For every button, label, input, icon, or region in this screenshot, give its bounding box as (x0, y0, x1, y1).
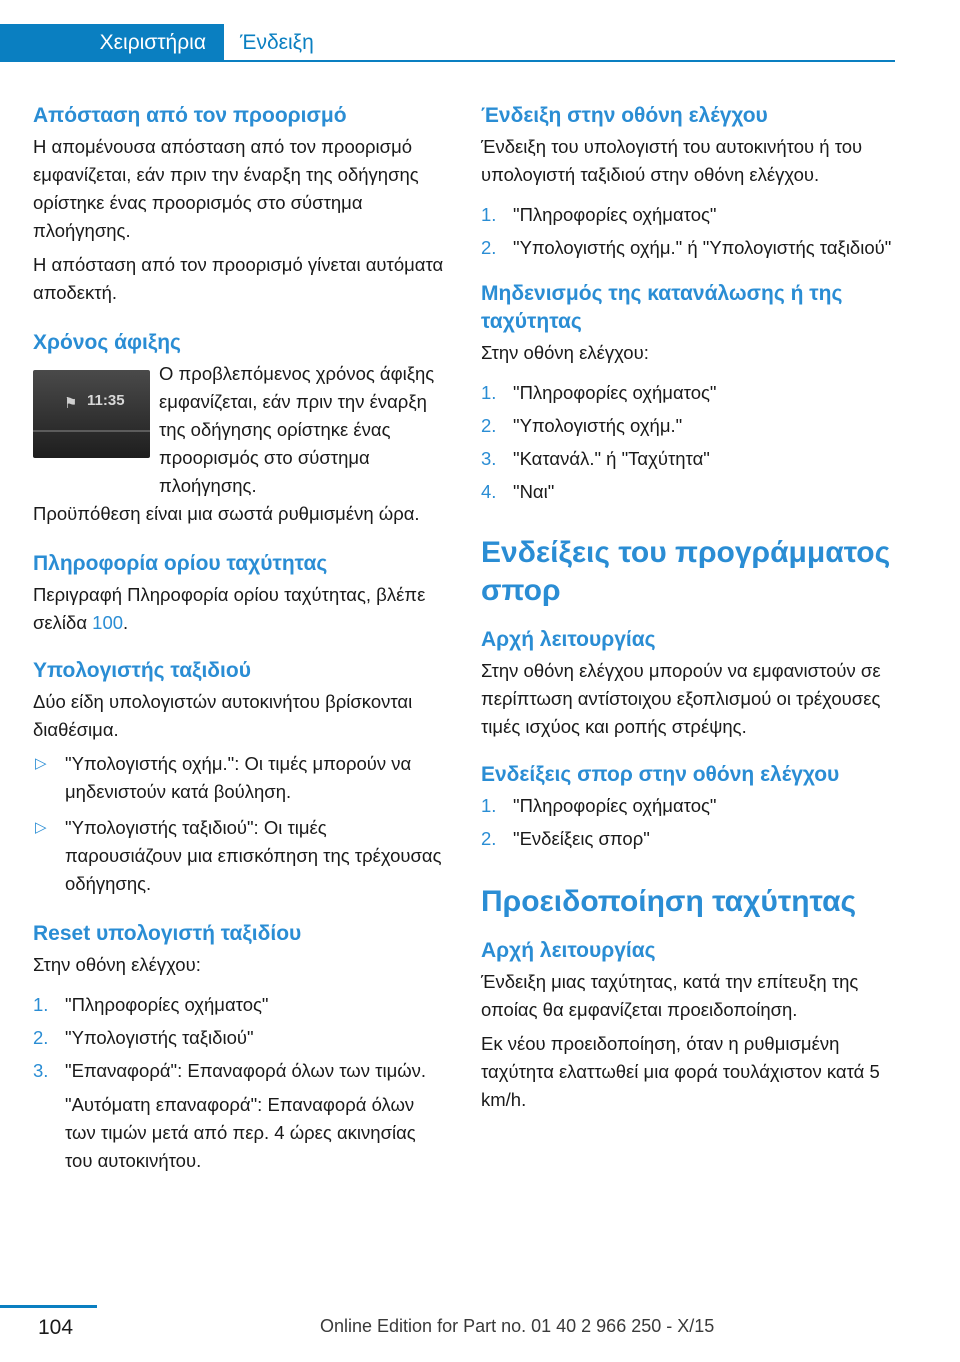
arrival-paragraph-2: Προϋπόθεση είναι μια σωστά ρυθμισμένη ώρα. (33, 503, 420, 524)
sport-principle-paragraph: Στην οθόνη ελέγχου μπορούν να εμφανιστούν σε περίπτωση αντίστοιχου εξοπλισμού οι τρέχουσες τιμές ισχύος και ροπής στρέψης. (481, 660, 881, 737)
triangle-bullet-icon: ▷ (35, 755, 47, 772)
step-text: "Πληροφορίες οχήματος" (513, 204, 717, 225)
list-item (481, 825, 896, 853)
distance-paragraph-1: Η απομένουσα απόσταση από τον προορισμό εμφανίζεται, εάν πριν την έναρξη της οδήγησης ορίστηκε ένας προορισμός στο σύστημα πλοήγησης. (33, 136, 419, 241)
step-number: 1. (33, 994, 49, 1015)
step-text: "Πληροφορίες οχήματος" (513, 382, 717, 403)
warning-paragraph-1: Ένδειξη μιας ταχύτητας, κατά την επίτευξη της οποίας θα εμφανίζεται προειδοποίηση. (481, 971, 859, 1020)
list-item (33, 1024, 448, 1052)
step-extra: "Αυτόματη επαναφορά": Επαναφορά όλων των τιμών μετά από περ. 4 ώρες ακινησίας του αυτοκινήτου. (65, 1094, 416, 1171)
warning-paragraph-2: Εκ νέου προειδοποίηση, όταν η ρυθμισμένη ταχύτητα ελαττωθεί μια φορά τουλάχιστον κατά 5 km/h. (481, 1033, 880, 1110)
step-number: 1. (481, 795, 497, 816)
trip-computer-list (33, 750, 448, 898)
list-item-text: "Υπολογιστής οχήμ.": Οι τιμές μπορούν να μηδενιστούν κατά βούληση. (65, 753, 412, 802)
page-link[interactable]: 100 (92, 612, 124, 633)
control-display-steps (481, 201, 896, 262)
heading-warning-principle: Αρχή λειτουργίας (481, 939, 656, 962)
header-tabs (0, 0, 895, 62)
distance-paragraph-2: Η απόσταση από τον προορισμό γίνεται αυτόματα αποδεκτή. (33, 254, 444, 303)
arrival-paragraph-1: Ο προβλεπόμενος χρόνος άφιξης εμφανίζεται, εάν πριν την έναρξη της οδήγησης ορίστηκε ένας προορισμός στο σύστημα πλοήγησης. (159, 363, 435, 496)
step-number: 2. (33, 1027, 49, 1048)
speed-info-paragraph (33, 581, 448, 637)
left-column (33, 102, 448, 1175)
step-number: 3. (33, 1060, 49, 1081)
heading-trip-computer: Υπολογιστής ταξιδιού (33, 659, 251, 682)
list-item-text: "Υπολογιστής ταξιδιού": Οι τιμές παρουσιάζουν μια επισκόπηση της τρέχουσας οδήγησης. (65, 817, 442, 894)
heading-speed-info: Πληροφορία ορίου ταχύτητας (33, 552, 328, 575)
step-text: "Ενδείξεις σπορ" (513, 828, 650, 849)
step-text: "Υπολογιστής ταξιδιού" (65, 1027, 254, 1048)
section-arrival (33, 329, 448, 528)
heading-distance: Απόσταση από τον προορισμό (33, 104, 347, 127)
tab-display[interactable]: Ένδειξη (240, 31, 314, 54)
step-number: 2. (481, 415, 497, 436)
step-number: 3. (481, 448, 497, 469)
tab-controls[interactable]: Χειριστήρια (0, 24, 224, 61)
target-flag-icon: ⚑ (64, 395, 78, 412)
step-text: "Κατανάλ." ή "Ταχύτητα" (513, 448, 710, 469)
section-reset-consumption (481, 280, 896, 506)
list-item (481, 478, 896, 506)
control-display-paragraph: Ένδειξη του υπολογιστή του αυτοκινήτου ή του υπολογιστή ταξιδιού στην οθόνη ελέγχου. (481, 136, 863, 185)
speed-info-text: Περιγραφή Πληροφορία ορίου ταχύτητας, βλέπε σελίδα (33, 584, 426, 633)
list-item (481, 792, 896, 820)
heading-arrival: Χρόνος άφιξης (33, 331, 181, 354)
heading-sport: Ενδείξεις του προγράμματος σπορ (481, 536, 891, 607)
step-text: "Ναι" (513, 481, 555, 502)
step-number: 1. (481, 382, 497, 403)
section-reset (33, 920, 448, 1175)
step-number: 2. (481, 828, 497, 849)
footer-rule (0, 1305, 97, 1308)
section-sport (481, 534, 896, 853)
trip-computer-paragraph: Δύο είδη υπολογιστών αυτοκινήτου βρίσκονται διαθέσιμα. (33, 691, 413, 740)
arrival-row (33, 360, 448, 496)
arrival-time-display-image (33, 370, 150, 458)
section-control-display (481, 102, 896, 262)
step-text: "Επαναφορά": Επαναφορά όλων των τιμών. (65, 1060, 427, 1081)
heading-control-display: Ένδειξη στην οθόνη ελέγχου (481, 104, 768, 127)
list-item (33, 814, 448, 898)
speed-info-end: . (123, 612, 129, 633)
right-column (481, 102, 896, 1114)
section-speed-info (33, 550, 448, 637)
heading-sport-principle: Αρχή λειτουργίας (481, 628, 656, 651)
step-text: "Υπολογιστής οχήμ." (513, 415, 683, 436)
step-text: "Υπολογιστής οχήμ." ή "Υπολογιστής ταξιδιού" (513, 237, 892, 258)
heading-speed-warning: Προειδοποίηση ταχύτητας (481, 885, 857, 918)
reset-intro: Στην οθόνη ελέγχου: (33, 954, 201, 975)
arrival-time-value: 11:35 (87, 392, 125, 409)
list-item (481, 445, 896, 473)
heading-reset: Reset υπολογιστή ταξιδίου (33, 922, 302, 945)
list-item (33, 1057, 448, 1175)
reset-consumption-intro: Στην οθόνη ελέγχου: (481, 342, 649, 363)
section-trip-computer (33, 657, 448, 898)
display-divider (33, 430, 150, 432)
list-item (481, 412, 896, 440)
step-number: 1. (481, 204, 497, 225)
reset-consumption-steps (481, 379, 896, 506)
section-speed-warning (481, 883, 896, 1114)
list-item (33, 991, 448, 1019)
heading-sport-display: Ενδείξεις σπορ στην οθόνη ελέγχου (481, 763, 840, 786)
sport-steps (481, 792, 896, 853)
step-text: "Πληροφορίες οχήματος" (513, 795, 717, 816)
step-number: 2. (481, 237, 497, 258)
step-number: 4. (481, 481, 497, 502)
list-item (481, 201, 896, 229)
list-item (33, 750, 448, 806)
header-rule (0, 60, 895, 62)
list-item (481, 379, 896, 407)
list-item (481, 234, 896, 262)
footer-edition-text: Online Edition for Part no. 01 40 2 966 250 - X/15 (320, 1316, 715, 1336)
step-text: "Πληροφορίες οχήματος" (65, 994, 269, 1015)
reset-steps (33, 991, 448, 1175)
triangle-bullet-icon: ▷ (35, 819, 47, 836)
section-distance (33, 102, 448, 307)
heading-reset-consumption: Μηδενισμός της κατανάλωσης ή της ταχύτητας (481, 282, 843, 333)
page-number: 104 (38, 1316, 74, 1339)
